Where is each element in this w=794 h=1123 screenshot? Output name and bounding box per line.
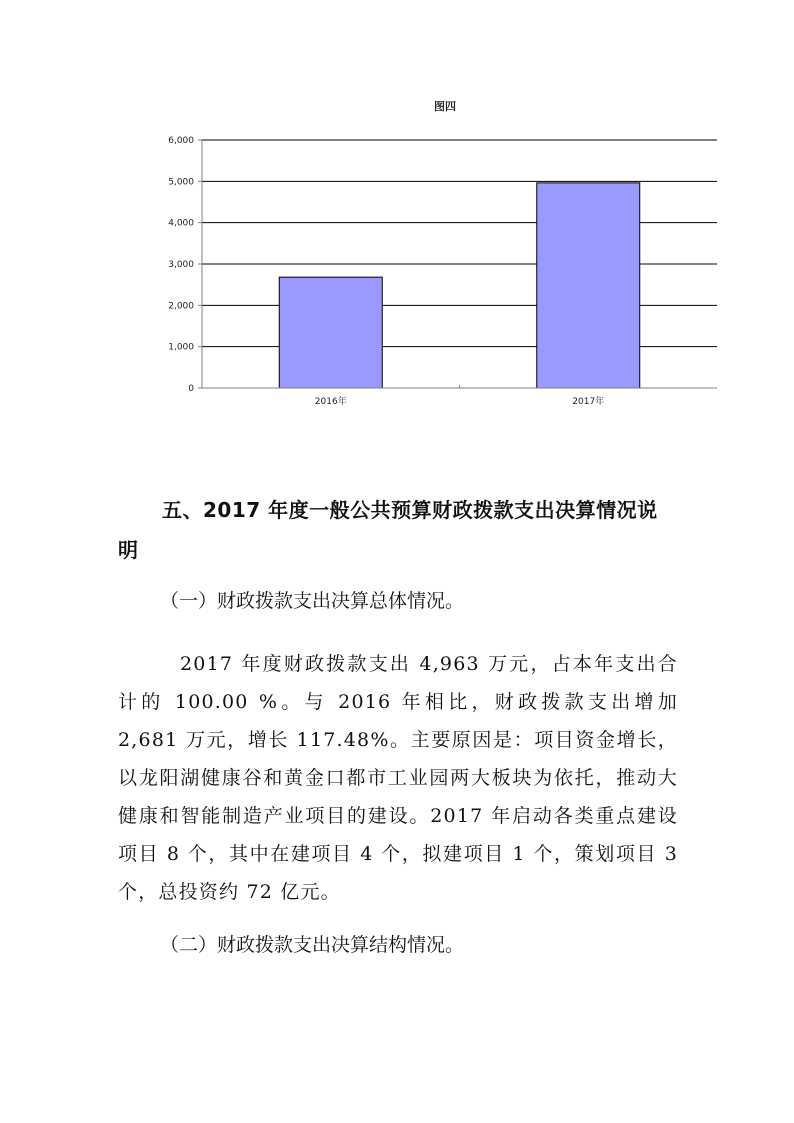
section-heading-text: 五、2017 年度一般公共预算财政拨款支出决算情况说明: [118, 498, 658, 562]
x-tick-label: 2017年: [572, 397, 605, 407]
y-tick-label: 6,000: [168, 136, 194, 146]
section-heading: [118, 490, 678, 570]
subsection-heading-structure: （二）财政拨款支出决算结构情况。: [160, 934, 465, 956]
bar-1: [279, 277, 382, 388]
y-tick-label: 3,000: [168, 260, 194, 270]
y-axis-ticks: [168, 136, 202, 394]
y-tick-label: 4,000: [168, 218, 194, 229]
body-paragraph: 2017 年度财政拨款支出 4,963 万元，占本年支出合计的 100.00 %。与 2016 年相比，财政拨款支出增加 2,681 万元，增长 117.48%。主要原因是：项目资金增长，以龙阳湖健康谷和黄金口都市工业园两大板块为依托，推动大健康和智能制造产业项目的建设。2017 年启动各类重点建设项目 8 个，其中在建项目 4 个，拟建项目 1 个，策划项目 3 个，总投资约 72 亿元。: [118, 653, 678, 903]
bars: [279, 183, 640, 388]
x-tick-label: 2016年: [314, 397, 347, 407]
chart-title: 图四: [434, 100, 456, 113]
y-tick-label: 1,000: [168, 342, 194, 353]
bar-chart: [150, 92, 730, 422]
y-tick-label: 0: [188, 384, 194, 394]
y-tick-label: 5,000: [168, 177, 194, 188]
y-tick-label: 2,000: [168, 301, 194, 312]
x-axis-ticks: [315, 395, 604, 407]
chart-svg: [150, 92, 730, 422]
bar-2: [537, 183, 640, 388]
subsection-heading-overall: （一）财政拨款支出决算总体情况。: [160, 590, 465, 612]
